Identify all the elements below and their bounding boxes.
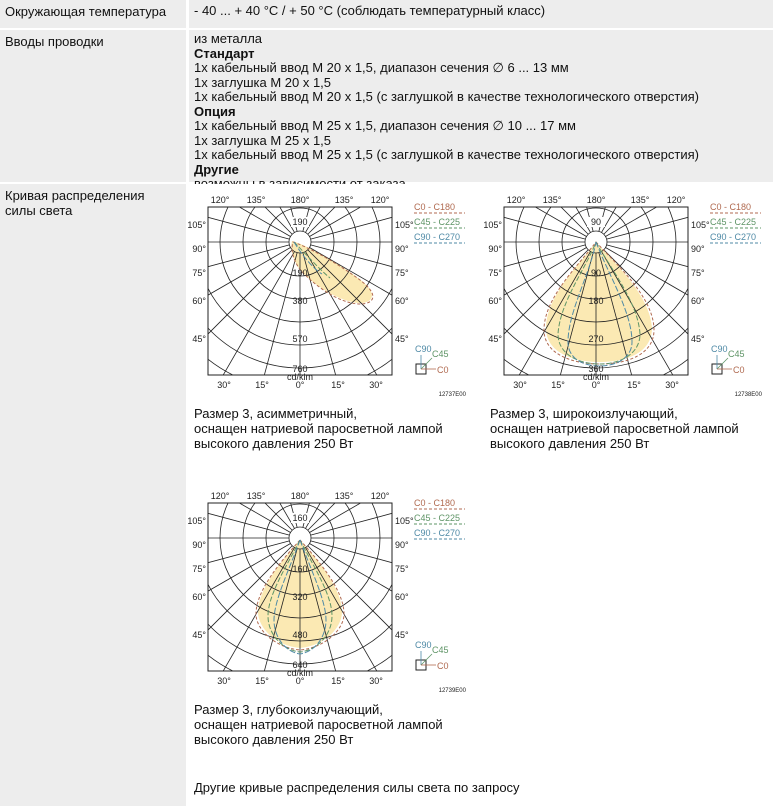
legend-c90: C90 - C270 bbox=[414, 528, 461, 538]
caption-line: оснащен натриевой паросветной лампой bbox=[490, 421, 739, 436]
label-cell bbox=[0, 30, 186, 182]
angle-label-top: 135° bbox=[246, 491, 266, 501]
angle-label-top: 180° bbox=[290, 491, 310, 501]
angle-label-bottom: 15° bbox=[331, 380, 345, 390]
tick-label: 180 bbox=[588, 296, 604, 306]
curve-label-line1: Кривая распределения bbox=[5, 188, 145, 203]
icon-c90-label: C90 bbox=[711, 344, 728, 354]
polar-diagram bbox=[483, 192, 762, 404]
diagram-caption bbox=[194, 702, 443, 747]
unit-label: cd/klm bbox=[286, 668, 314, 678]
cable-entry-line: 1х кабельный ввод М 25 х 1,5, диапазон сечения ∅ 10 ... 17 мм bbox=[194, 118, 576, 133]
caption-line: Размер 3, асимметричный, bbox=[194, 406, 358, 421]
caption-line: высокого давления 250 Вт bbox=[490, 436, 650, 451]
angle-label-right: 60° bbox=[691, 296, 705, 306]
section-heading: Другие bbox=[194, 161, 239, 177]
cable-entries-label: Вводы проводки bbox=[5, 34, 104, 49]
angle-label-bottom: 30° bbox=[513, 380, 527, 390]
tick-label: 320 bbox=[292, 592, 308, 602]
angle-label-top: 120° bbox=[370, 195, 390, 205]
tick-label: 640 bbox=[292, 660, 308, 670]
angle-label-left: 75° bbox=[488, 268, 502, 278]
angle-label-bottom: 30° bbox=[217, 676, 231, 686]
diagram-caption bbox=[490, 406, 739, 451]
cable-entry-line: 1х кабельный ввод М 20 х 1,5, диапазон сечения ∅ 6 ... 13 мм bbox=[194, 60, 569, 75]
angle-label-bottom: 15° bbox=[627, 380, 641, 390]
legend-c90: C90 - C270 bbox=[414, 232, 461, 242]
angle-label-bottom: 15° bbox=[255, 676, 269, 686]
angle-label-right: 75° bbox=[395, 268, 409, 278]
angle-label-top: 120° bbox=[506, 195, 526, 205]
icon-c0-label: C0 bbox=[437, 365, 449, 375]
angle-label-top: 135° bbox=[334, 195, 354, 205]
legend-c0: C0 - C180 bbox=[414, 498, 456, 508]
diagram-caption bbox=[194, 406, 443, 451]
angle-label-left: 90° bbox=[488, 244, 502, 254]
angle-label-top: 135° bbox=[542, 195, 562, 205]
icon-c90-label: C90 bbox=[415, 640, 432, 650]
cable-entry-line: из металла bbox=[194, 31, 263, 46]
tick-label: 570 bbox=[292, 334, 308, 344]
angle-label-bottom: 0° bbox=[591, 380, 601, 390]
angle-label-bottom: 30° bbox=[217, 380, 231, 390]
angle-label-top: 120° bbox=[666, 195, 686, 205]
icon-c0-label: C0 bbox=[733, 365, 745, 375]
label-cell bbox=[0, 184, 186, 806]
cable-entry-line: 1х заглушка М 25 х 1,5 bbox=[194, 132, 332, 148]
angle-label-left: 75° bbox=[192, 564, 206, 574]
angle-label-top: 120° bbox=[210, 195, 230, 205]
tick-label: 480 bbox=[292, 630, 308, 640]
angle-label-left: 60° bbox=[192, 592, 206, 602]
tick-label: 270 bbox=[588, 334, 604, 344]
angle-label-right: 105° bbox=[395, 516, 414, 526]
tick-label: 190 bbox=[292, 217, 308, 227]
caption-line: высокого давления 250 Вт bbox=[194, 436, 354, 451]
angle-label-bottom: 15° bbox=[255, 380, 269, 390]
row-cable-entries bbox=[0, 30, 773, 182]
angle-label-right: 45° bbox=[691, 334, 705, 344]
angle-label-top: 120° bbox=[370, 491, 390, 501]
angle-label-left: 105° bbox=[187, 516, 206, 526]
angle-label-left: 45° bbox=[192, 630, 206, 640]
tick-label: 160 bbox=[292, 564, 308, 574]
angle-label-right: 45° bbox=[395, 630, 409, 640]
tick-label: 90 bbox=[590, 268, 602, 278]
curve-label-line2: силы света bbox=[5, 203, 73, 218]
angle-label-bottom: 15° bbox=[331, 676, 345, 686]
ambient-value: - 40 ... + 40 °C / + 50 °C (соблюдать температурный класс) bbox=[194, 3, 546, 18]
caption-line: оснащен натриевой паросветной лампой bbox=[194, 421, 443, 436]
figure-code: 12738E00 bbox=[734, 392, 762, 398]
angle-label-right: 60° bbox=[395, 296, 409, 306]
legend-c45: C45 - C225 bbox=[710, 217, 757, 227]
angle-label-top: 135° bbox=[630, 195, 650, 205]
tick-label: 190 bbox=[292, 268, 308, 278]
angle-label-right: 75° bbox=[395, 564, 409, 574]
angle-label-left: 105° bbox=[483, 220, 502, 230]
angle-label-top: 135° bbox=[246, 195, 266, 205]
angle-label-top: 135° bbox=[334, 491, 354, 501]
tick-label: 760 bbox=[292, 364, 308, 374]
section-heading: Стандарт bbox=[194, 45, 255, 61]
footer-note: Другие кривые распределения силы света по запросу bbox=[194, 780, 520, 795]
angle-label-left: 90° bbox=[192, 540, 206, 550]
icon-c45-label: C45 bbox=[728, 349, 745, 359]
ambient-label: Окружающая температура bbox=[5, 4, 167, 19]
value-cell bbox=[189, 0, 773, 28]
angle-label-bottom: 30° bbox=[665, 380, 679, 390]
legend-c90: C90 - C270 bbox=[710, 232, 757, 242]
legend-c45: C45 - C225 bbox=[414, 217, 461, 227]
legend-c0: C0 - C180 bbox=[414, 202, 456, 212]
angle-label-bottom: 0° bbox=[295, 380, 305, 390]
cable-entry-line: 1х заглушка М 20 х 1,5 bbox=[194, 74, 332, 90]
angle-label-top: 180° bbox=[586, 195, 606, 205]
cable-entry-line: 1х кабельный ввод М 20 х 1,5 (с заглушкой в качестве технологического отверстия) bbox=[194, 89, 699, 104]
angle-label-left: 45° bbox=[488, 334, 502, 344]
caption-line: Размер 3, глубокоизлучающий, bbox=[194, 702, 383, 717]
angle-label-right: 90° bbox=[691, 244, 705, 254]
icon-c0-label: C0 bbox=[437, 661, 449, 671]
angle-label-right: 90° bbox=[395, 540, 409, 550]
cable-entry-line: 1х кабельный ввод М 25 х 1,5 (с заглушкой в качестве технологического отверстия) bbox=[194, 147, 699, 162]
figure-code: 12739E00 bbox=[438, 688, 466, 694]
angle-label-left: 105° bbox=[187, 220, 206, 230]
icon-c90-label: C90 bbox=[415, 344, 432, 354]
angle-label-right: 105° bbox=[395, 220, 414, 230]
tick-label: 90 bbox=[590, 217, 602, 227]
tick-label: 380 bbox=[292, 296, 308, 306]
angle-label-right: 45° bbox=[395, 334, 409, 344]
polar-diagram bbox=[187, 192, 466, 404]
figure-code: 12737E00 bbox=[438, 392, 466, 398]
icon-c45-label: C45 bbox=[432, 349, 449, 359]
angle-label-right: 75° bbox=[691, 268, 705, 278]
angle-label-bottom: 30° bbox=[369, 380, 383, 390]
angle-label-right: 60° bbox=[395, 592, 409, 602]
angle-label-bottom: 30° bbox=[369, 676, 383, 686]
caption-line: оснащен натриевой паросветной лампой bbox=[194, 717, 443, 732]
unit-label: cd/klm bbox=[582, 372, 610, 382]
icon-c45-label: C45 bbox=[432, 645, 449, 655]
row-ambient-temperature bbox=[0, 0, 773, 28]
angle-label-top: 120° bbox=[210, 491, 230, 501]
value-cell bbox=[189, 30, 773, 182]
label-cell bbox=[0, 0, 186, 28]
angle-label-bottom: 0° bbox=[295, 676, 305, 686]
section-heading: Опция bbox=[194, 103, 236, 119]
tick-label: 360 bbox=[588, 364, 604, 374]
angle-label-right: 90° bbox=[395, 244, 409, 254]
polar-diagram bbox=[187, 488, 466, 700]
legend-c45: C45 - C225 bbox=[414, 513, 461, 523]
angle-label-right: 105° bbox=[691, 220, 710, 230]
unit-label: cd/klm bbox=[286, 372, 314, 382]
caption-line: Размер 3, широкоизлучающий, bbox=[490, 406, 678, 421]
angle-label-left: 90° bbox=[192, 244, 206, 254]
caption-line: высокого давления 250 Вт bbox=[194, 732, 354, 747]
angle-label-left: 60° bbox=[192, 296, 206, 306]
angle-label-left: 75° bbox=[192, 268, 206, 278]
legend-c0: C0 - C180 bbox=[710, 202, 752, 212]
angle-label-left: 60° bbox=[488, 296, 502, 306]
tick-label: 160 bbox=[292, 513, 308, 523]
angle-label-bottom: 15° bbox=[551, 380, 565, 390]
angle-label-top: 180° bbox=[290, 195, 310, 205]
angle-label-left: 45° bbox=[192, 334, 206, 344]
